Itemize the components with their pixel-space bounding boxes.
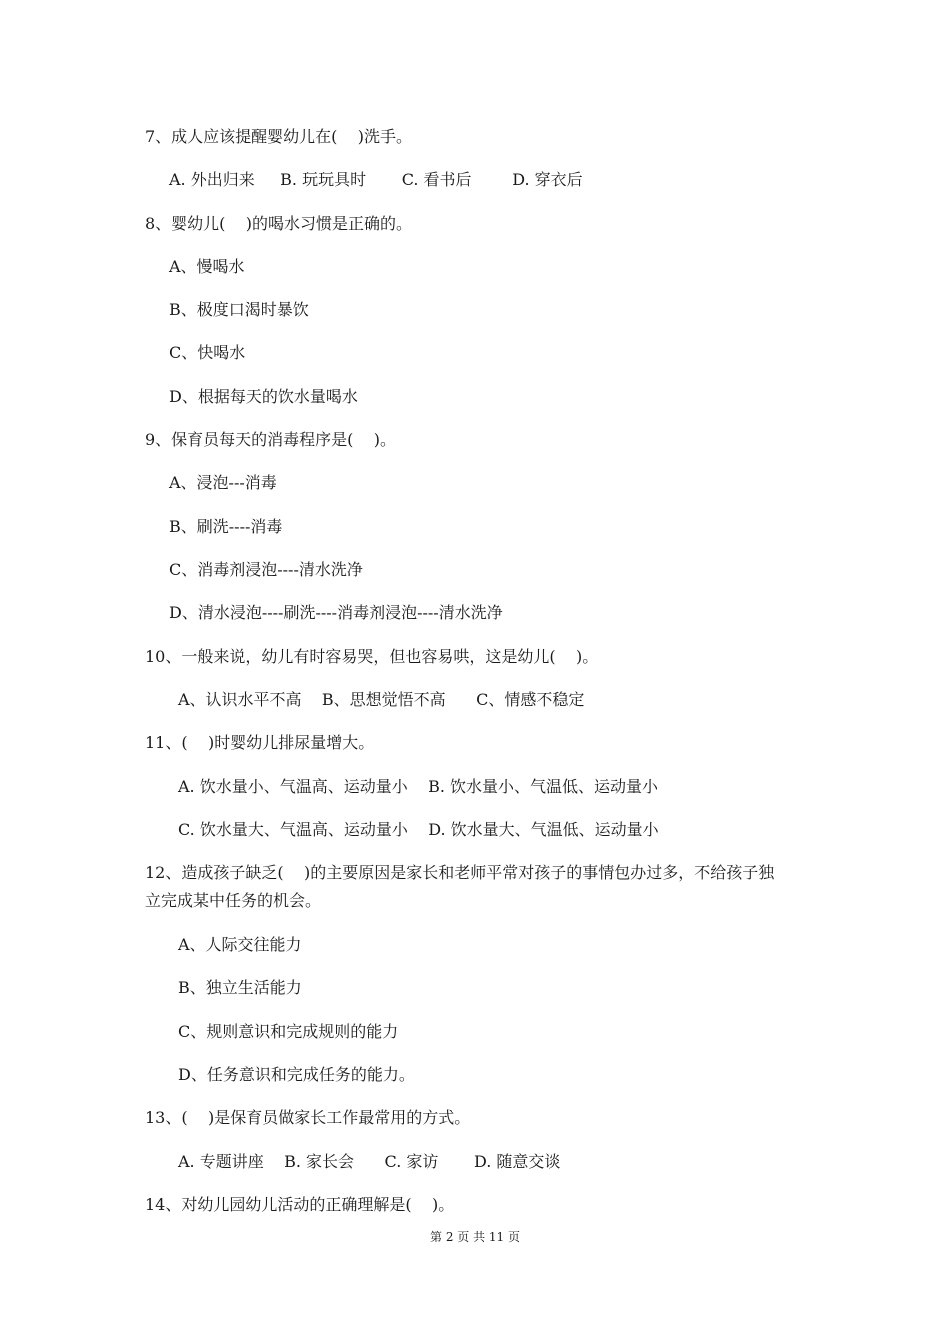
question-10-stem: 10、一般来说，幼儿有时容易哭，但也容易哄，这是幼儿( )。: [145, 647, 599, 666]
question-12-stem: 12、造成孩子缺乏( )的主要原因是家长和老师平常对孩子的事情包办过多，不给孩子独: [145, 863, 775, 882]
question-13-stem: 13、( )是保育员做家长工作最常用的方式。: [145, 1108, 471, 1127]
question-9-option-c: C、消毒剂浸泡----清水洗净: [169, 560, 363, 579]
question-12-option-c: C、规则意识和完成规则的能力: [178, 1022, 399, 1041]
question-9-option-b: B、刷洗----消毒: [169, 517, 283, 536]
question-9-option-a: A、浸泡---消毒: [169, 473, 277, 492]
question-12-stem-continued: 立完成某中任务的机会。: [145, 891, 322, 910]
question-8-stem: 8、婴幼儿( )的喝水习惯是正确的。: [145, 214, 413, 233]
question-7-options: A. 外出归来 B. 玩玩具时 C. 看书后 D. 穿衣后: [169, 170, 583, 189]
page-footer: 第 2 页 共 11 页: [430, 1230, 520, 1244]
question-12-option-a: A、人际交往能力: [178, 935, 302, 954]
question-9-stem: 9、保育员每天的消毒程序是( )。: [145, 430, 397, 449]
question-11-stem: 11、( )时婴幼儿排尿量增大。: [145, 733, 375, 752]
question-11-options-row-2: C. 饮水量大、气温高、运动量小 D. 饮水量大、气温低、运动量小: [178, 820, 659, 839]
question-10-options: A、认识水平不高 B、思想觉悟不高 C、情感不稳定: [178, 690, 585, 709]
question-14-stem: 14、对幼儿园幼儿活动的正确理解是( )。: [145, 1195, 455, 1214]
question-11-options-row-1: A. 饮水量小、气温高、运动量小 B. 饮水量小、气温低、运动量小: [178, 777, 659, 796]
question-8-option-d: D、根据每天的饮水量喝水: [169, 387, 358, 406]
question-8-option-c: C、快喝水: [169, 343, 246, 362]
question-8-option-a: A、慢喝水: [169, 257, 245, 276]
question-9-option-d: D、清水浸泡----刷洗----消毒剂浸泡----清水洗净: [169, 603, 503, 622]
question-12-option-b: B、独立生活能力: [178, 978, 302, 997]
question-12-option-d: D、任务意识和完成任务的能力。: [178, 1065, 415, 1084]
question-8-option-b: B、极度口渴时暴饮: [169, 300, 309, 319]
question-13-options: A. 专题讲座 B. 家长会 C. 家访 D. 随意交谈: [178, 1152, 561, 1171]
question-7-stem: 7、成人应该提醒婴幼儿在( )洗手。: [145, 127, 413, 146]
